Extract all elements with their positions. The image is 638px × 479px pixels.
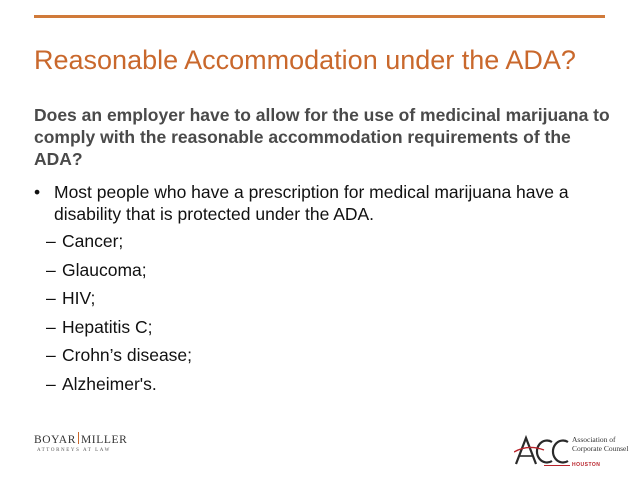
condition-text: Alzheimer's. xyxy=(62,373,157,394)
acc-logo xyxy=(514,432,629,470)
acc-name xyxy=(572,436,628,453)
dash-marker: – xyxy=(46,373,56,394)
condition-text: HIV; xyxy=(62,288,96,309)
dash-marker: – xyxy=(46,259,56,280)
slide-title: Reasonable Accommodation under the ADA? xyxy=(34,45,576,75)
dash-marker: – xyxy=(46,288,56,309)
condition-item xyxy=(46,373,192,402)
boyar-miller-wordmark xyxy=(34,432,127,446)
bullet-text: Most people who have a prescription for medical marijuana have a disability that is protected under the ADA. xyxy=(54,182,569,224)
bullet-marker: • xyxy=(34,182,41,202)
dash-marker: – xyxy=(46,231,56,251)
acc-mark-icon xyxy=(514,434,570,468)
miller-word: MILLER xyxy=(80,434,128,446)
condition-item xyxy=(46,287,192,316)
question-text: Does an employer have to allow for the use of medicinal marijuana to comply with the reasonable accommodation requirements of the ADA? xyxy=(34,105,610,169)
condition-item xyxy=(46,344,192,373)
boyar-miller-logo xyxy=(34,432,128,464)
condition-text: Glaucoma; xyxy=(62,259,147,280)
acc-chapter: HOUSTON xyxy=(572,462,601,468)
condition-item xyxy=(46,230,192,259)
condition-text: Cancer; xyxy=(62,231,124,251)
conditions-list xyxy=(46,230,192,402)
boyar-word: BOYAR xyxy=(34,434,76,446)
condition-text: Crohn’s disease; xyxy=(62,345,193,366)
dash-marker: – xyxy=(46,345,56,366)
chapter-rule xyxy=(544,465,570,466)
acc-name-line1: Association of xyxy=(572,435,616,444)
condition-item xyxy=(46,316,192,345)
dash-marker: – xyxy=(46,316,56,337)
condition-item xyxy=(46,259,192,288)
boyar-miller-tagline: ATTORNEYS AT LAW xyxy=(37,448,111,453)
acc-name-line2: Corporate Counsel xyxy=(572,443,629,453)
wordmark-divider xyxy=(78,432,79,444)
condition-text: Hepatitis C; xyxy=(62,316,153,337)
top-accent-rule xyxy=(34,15,605,18)
bullet-item xyxy=(34,181,594,225)
